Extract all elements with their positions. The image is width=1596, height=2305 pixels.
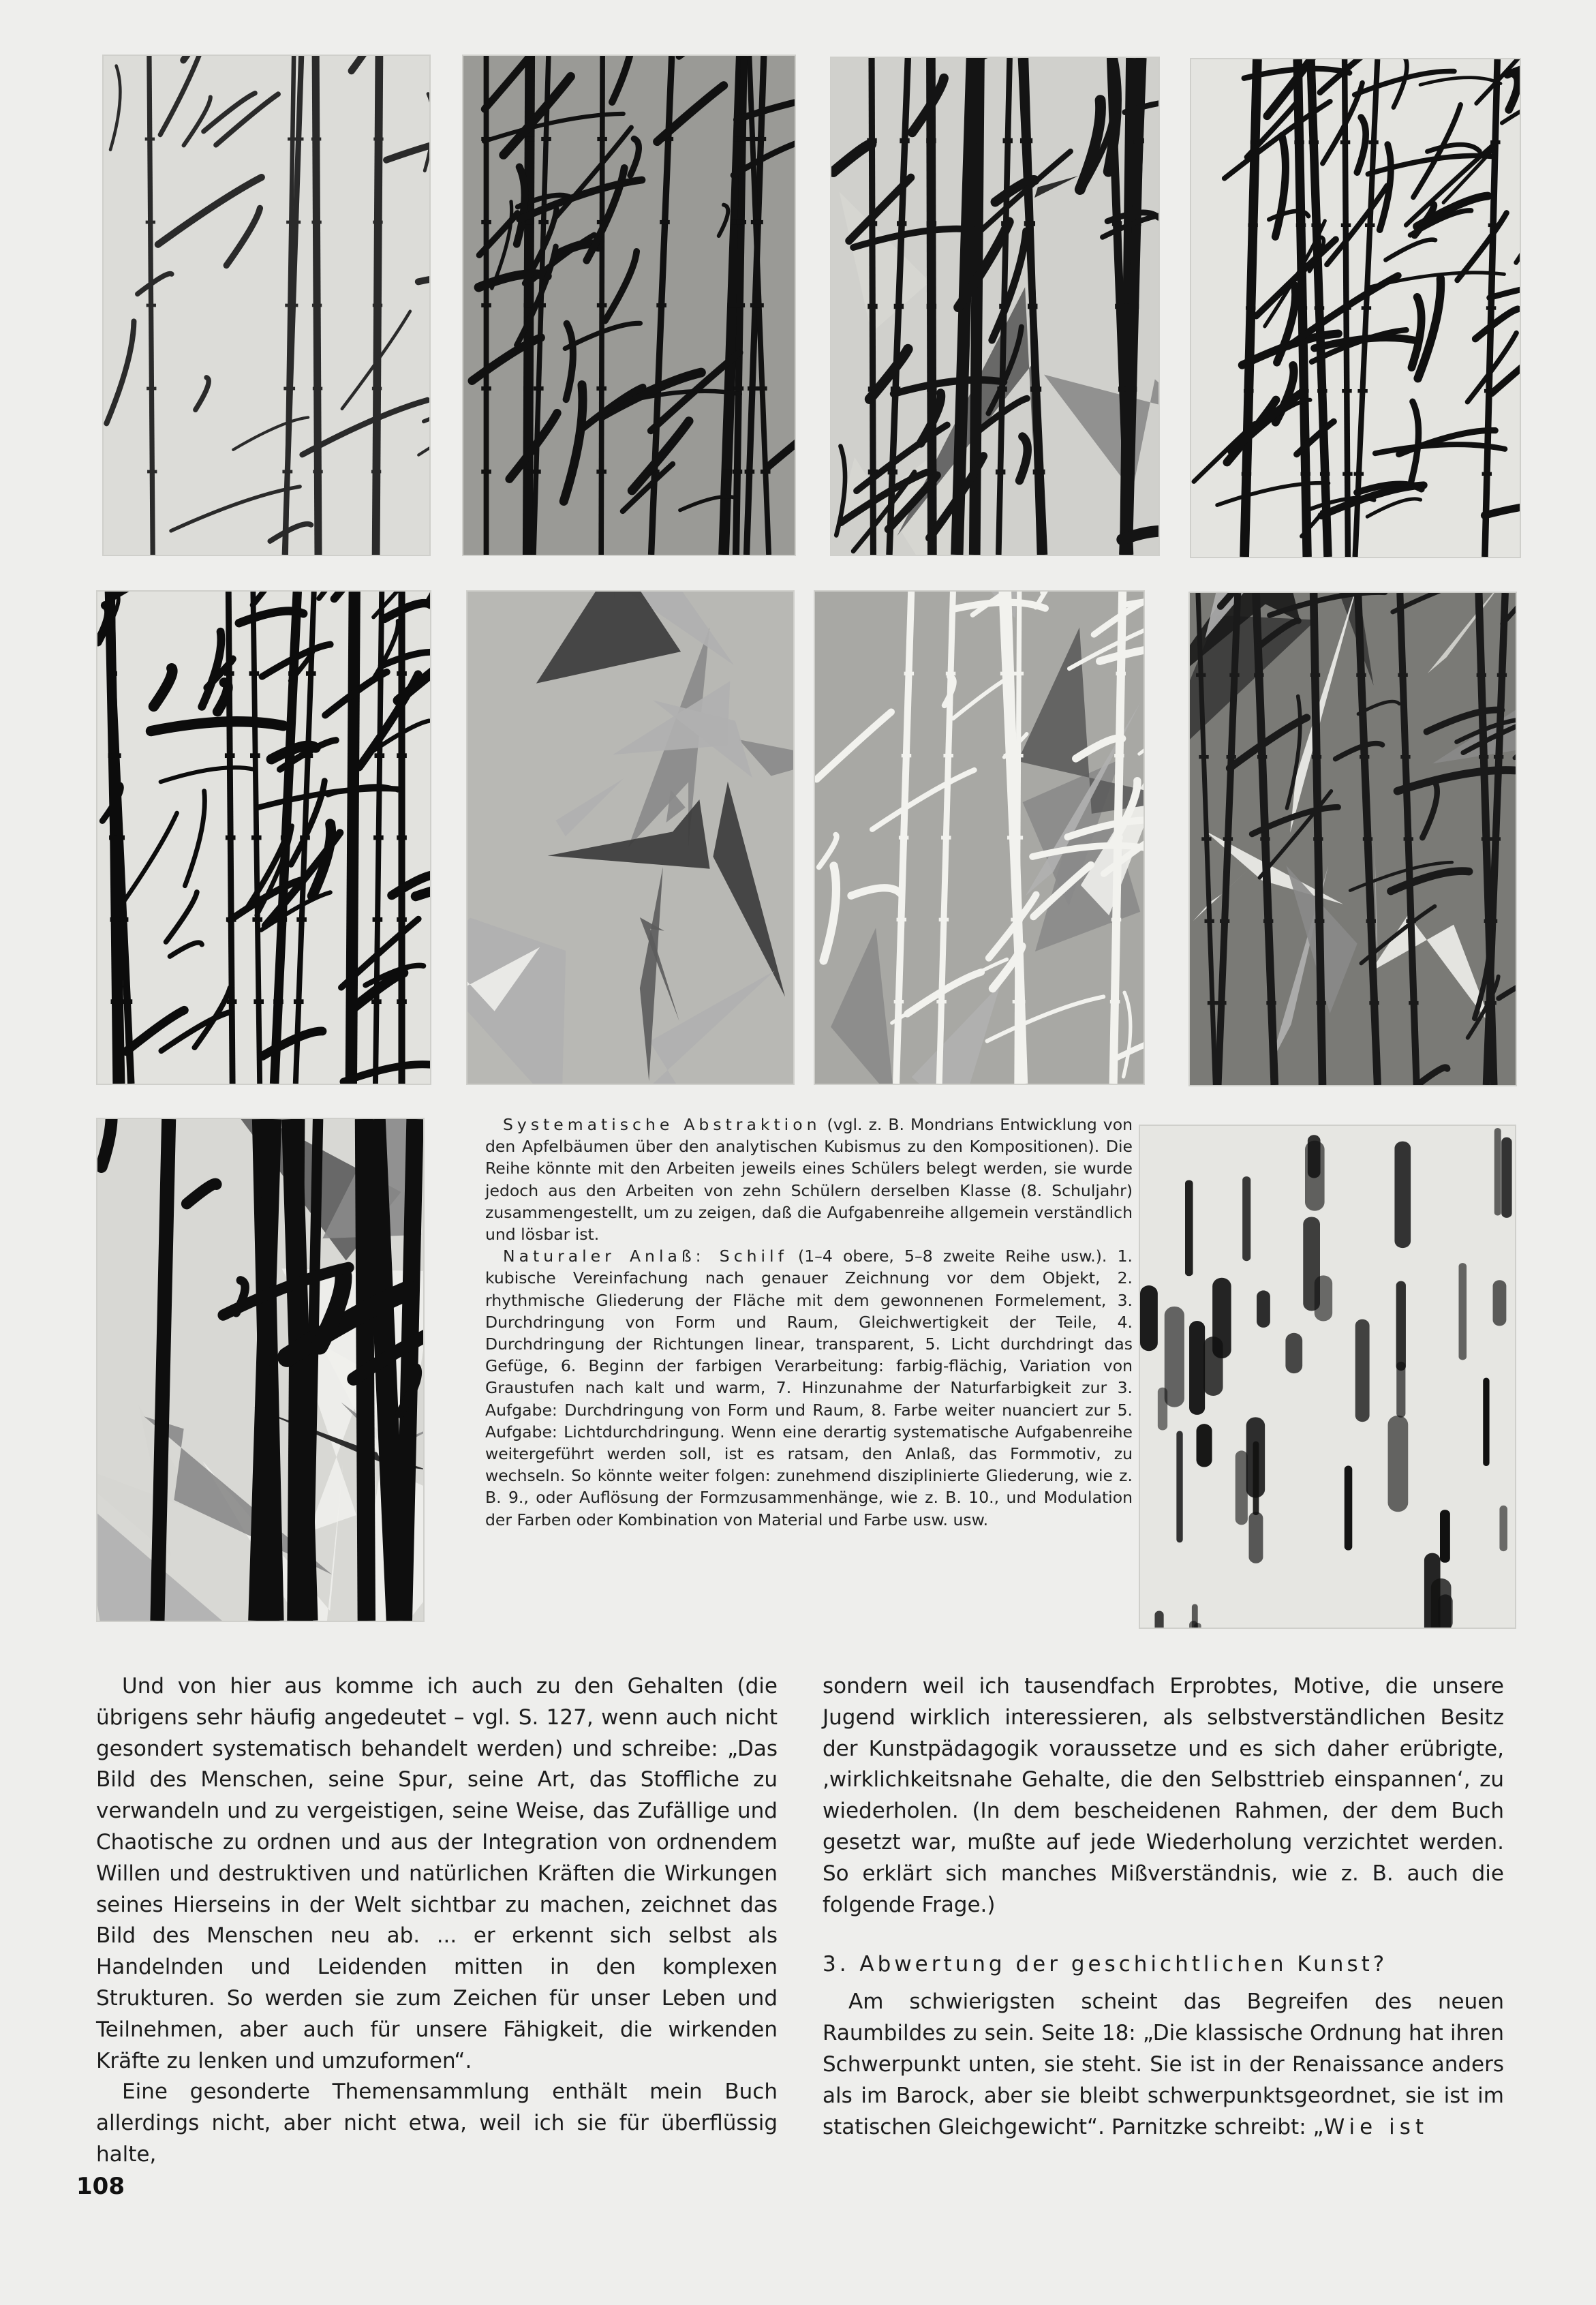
- artwork-figure-10: [1140, 1126, 1515, 1628]
- artwork-figure-7: [815, 592, 1144, 1084]
- text-column-right: [823, 1671, 1504, 2143]
- caption-lead-2: Naturaler Anlaß: Schilf: [503, 1247, 788, 1266]
- artwork-figure-10-drawing: [1140, 1126, 1515, 1628]
- artwork-figure-6-drawing: [467, 592, 793, 1084]
- artwork-figure-5-drawing: [97, 592, 430, 1084]
- caption-lead-1: Systematische Abstraktion: [503, 1115, 821, 1134]
- caption-paragraph-1: [485, 1114, 1133, 1245]
- artwork-figure-5: [97, 592, 430, 1084]
- left-paragraph-1: Und von hier aus komme ich auch zu den Gehalten (die übrigens sehr häufig angedeutet – vgl. S. 127, wenn auch nicht gesondert systematisch behandelt werden) und schreibe: „Das Bild des Menschen, seine Spur, seine Art, das Stoffliche zu verwandeln und zu vergeistigen, seine Weise, das Zufällige und Chaotische zu ordnen und aus der Integration von ordnendem Willen und destruktiven und natürlichen Kräften die Wirkungen seines Hierseins in der Welt sichtbar zu machen, zeichnet das Bild des Menschen neu ab. ... er erkennt sich selbst als Handelnden und Leidenden mitten in den komplexen Strukturen. So werden sie zum Zeichen für unser Leben und Teilnehmen, aber auch für unsere Fähigkeit, die wirkenden Kräfte zu lenken und umzuformen“.: [96, 1674, 778, 2073]
- artwork-figure-8-drawing: [1190, 593, 1516, 1085]
- artwork-figure-9-drawing: [97, 1119, 423, 1621]
- artwork-figure-2: [463, 56, 795, 555]
- artwork-figure-9: [97, 1119, 423, 1621]
- caption-paragraph-2: [485, 1245, 1133, 1531]
- section-heading: 3. Abwertung der geschichtlichen Kunst?: [823, 1952, 1388, 1977]
- artwork-figure-6: [467, 592, 793, 1084]
- left-paragraph-2: Eine gesonderte Themensammlung enthält mein Buch allerdings nicht, aber nicht etwa, weil ich sie für überflüssig halte,: [96, 2079, 778, 2167]
- text-column-left: [96, 1671, 778, 2171]
- artwork-figure-1-drawing: [104, 56, 429, 555]
- artwork-figure-4: [1191, 59, 1520, 557]
- caption-body-2: (1–4 obere, 5–8 zweite Reihe usw.). 1. kubische Vereinfachung nach genauer Zeichnung vor dem Objekt, 2. rhythmische Gliederung der Fläche mit dem gewonnenen Formelement, 3. Durchdringung von Form und Raum, Gleichwertigkeit der Teile, 4. Durchdringung der Richtungen linear, transparent, 5. Licht durchdringt das Gefüge, 6. Beginn der farbigen Verarbeitung: farbig-flächig, Variation von Graustufen nach kalt und warm, 7. Hinzunahme der Naturfarbigkeit zur 3. Aufgabe: Durchdringung von Form und Raum, 8. Farbe weiter nuanciert zur 5. Aufgabe: Lichtdurchdringung. Wenn eine derartig systematische Aufgabenreihe weitergeführt werden soll, ist es ratsam, den Anlaß, das Formmotiv, zu wechseln. So könnte weiter folgen: zunehmend disziplinierte Gliederung, wie z. B. 9., oder Auflösung der Formzusammenhänge, wie z. B. 10., und Modulation der Farben oder Kombination von Material und Farbe usw. usw.: [485, 1247, 1133, 1529]
- artwork-figure-3-drawing: [831, 58, 1158, 555]
- caption-body-1: (vgl. z. B. Mondrians Entwicklung von den Apfelbäumen über den analytischen Kubismus zu den Kompositionen). Die Reihe könnte mit den Arbeiten jeweils eines Schülers belegt werden, sie wurde jedoch aus den Arbeiten von zehn Schülern derselben Klasse (8. Schuljahr) zusammengestellt, um zu zeigen, daß die Aufgabenreihe allgemein verständlich und lösbar ist.: [485, 1115, 1133, 1245]
- artwork-figure-4-drawing: [1191, 59, 1520, 557]
- right-paragraph-2-text: Am schwierigsten scheint das Begreifen des neuen Raumbildes zu sein. Seite 18: „Die klassische Ordnung hat ihren Schwerpunkt unten, sie steht. Sie ist in der Renaissance anders als im Barock, aber sie bleibt schwerpunktsgeordnet, sie ist im statischen Gleichgewicht“. Parnitzke schreibt: „: [823, 1989, 1504, 2139]
- artwork-figure-7-drawing: [815, 592, 1144, 1084]
- artwork-figure-8: [1190, 593, 1516, 1085]
- artwork-figure-2-drawing: [463, 56, 795, 555]
- right-paragraph-1: sondern weil ich tausendfach Erprobtes, Motive, die unsere Jugend wirklich interessieren, als selbstverständlichen Besitz der Kunstpädagogik voraussetze und es sich daher erübrigte, ‚wirklichkeitsnahe Gehalte, die den Selbsttrieb einspannen‘, zu wiederholen. (In dem bescheidenen Rahmen, der dem Buch gesetzt war, mußte auf jede Wiederholung verzichtet werden. So erklärt sich manches Mißverständnis, wie z. B. auch die folgende Frage.): [823, 1674, 1504, 1917]
- artwork-figure-1: [104, 56, 429, 555]
- artwork-figure-3: [831, 58, 1158, 555]
- right-paragraph-2-spaced: Wie ist: [1323, 2114, 1429, 2139]
- page-number: 108: [76, 2173, 125, 2200]
- right-paragraph-2: [823, 1987, 1504, 2143]
- figure-caption: [485, 1114, 1133, 1531]
